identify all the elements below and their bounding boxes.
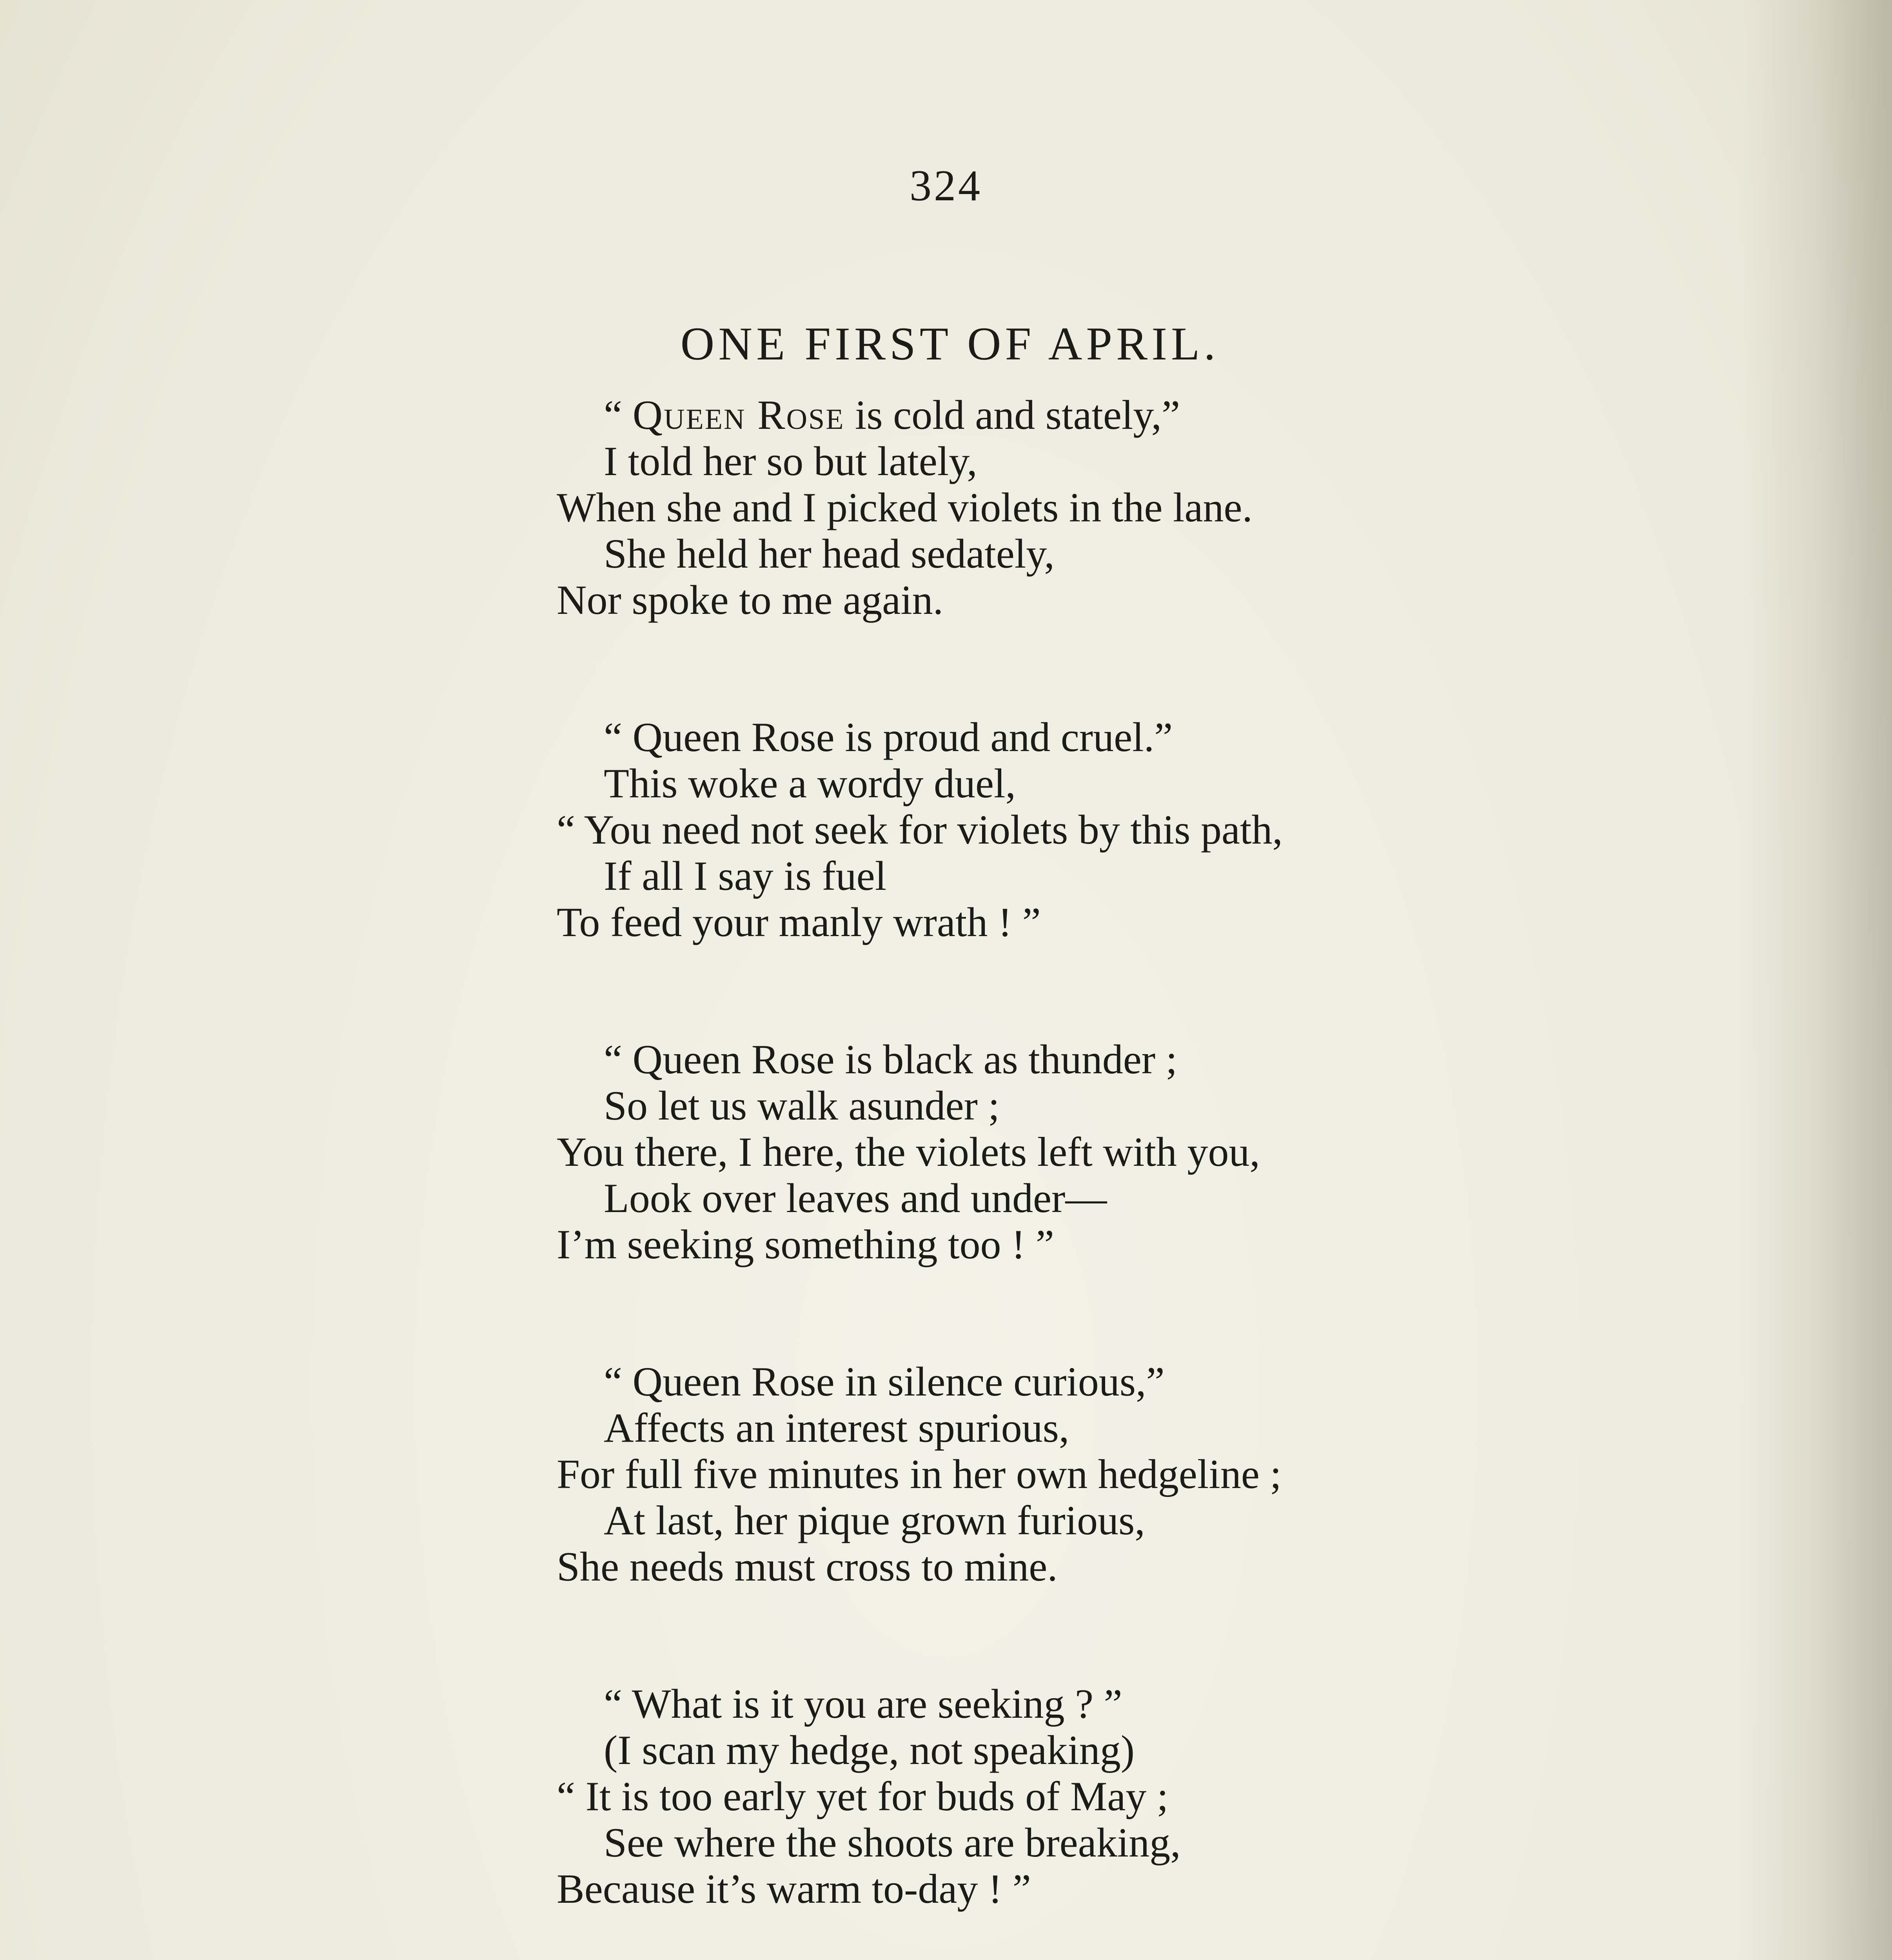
poem-line: See where the shoots are breaking,: [604, 1820, 1181, 1866]
stanza: [557, 714, 1811, 946]
small-caps-name: Queen Rose: [632, 392, 845, 438]
poem-line: She needs must cross to mine.: [557, 1544, 1058, 1590]
poem-line: She held her head sedately,: [604, 531, 1055, 577]
stanza: [557, 1036, 1811, 1268]
poem-line: At last, her pique grown furious,: [604, 1497, 1145, 1543]
poem-line: “ Queen Rose is black as thunder ;: [604, 1036, 1177, 1082]
poem-line: To feed your manly wrath ! ”: [557, 899, 1041, 945]
poem-line: [557, 392, 1811, 438]
poem-line: “ It is too early yet for buds of May ;: [557, 1773, 1169, 1819]
poem-line: I told her so but lately,: [604, 438, 977, 484]
poem-line: “ You need not seek for violets by this path,: [557, 807, 1283, 853]
stanza: [557, 1359, 1811, 1590]
page-number: 324: [910, 162, 982, 210]
poem-line: “ Queen Rose in silence curious,”: [604, 1359, 1165, 1405]
poem-line: I’m seeking something too ! ”: [557, 1221, 1054, 1267]
stanza: [557, 392, 1811, 623]
poem-line: Affects an interest spurious,: [604, 1405, 1069, 1451]
stanza: [557, 1681, 1811, 1912]
poem-line: For full five minutes in her own hedgeline ;: [557, 1451, 1282, 1497]
poem-line: So let us walk asunder ;: [604, 1083, 1000, 1129]
line-text: is cold and stately,”: [844, 392, 1180, 438]
poem-line: “ What is it you are seeking ? ”: [604, 1681, 1122, 1727]
poem-line: When she and I picked violets in the lane.: [557, 485, 1253, 530]
poem-line: (I scan my hedge, not speaking): [604, 1727, 1135, 1773]
poem-line: You there, I here, the violets left with you,: [557, 1129, 1260, 1175]
poem-body: [557, 392, 1811, 1960]
poem-title: ONE FIRST OF APRIL.: [680, 318, 1220, 370]
poem-line: Look over leaves and under—: [604, 1175, 1107, 1221]
poem-line: This woke a wordy duel,: [604, 760, 1016, 806]
line-prefix: “: [604, 392, 633, 438]
poem-line: Nor spoke to me again.: [557, 577, 944, 623]
poem-line: “ Queen Rose is proud and cruel.”: [604, 714, 1173, 760]
poem-line: Because it’s warm to-day ! ”: [557, 1866, 1031, 1912]
poem-line: If all I say is fuel: [604, 853, 887, 899]
